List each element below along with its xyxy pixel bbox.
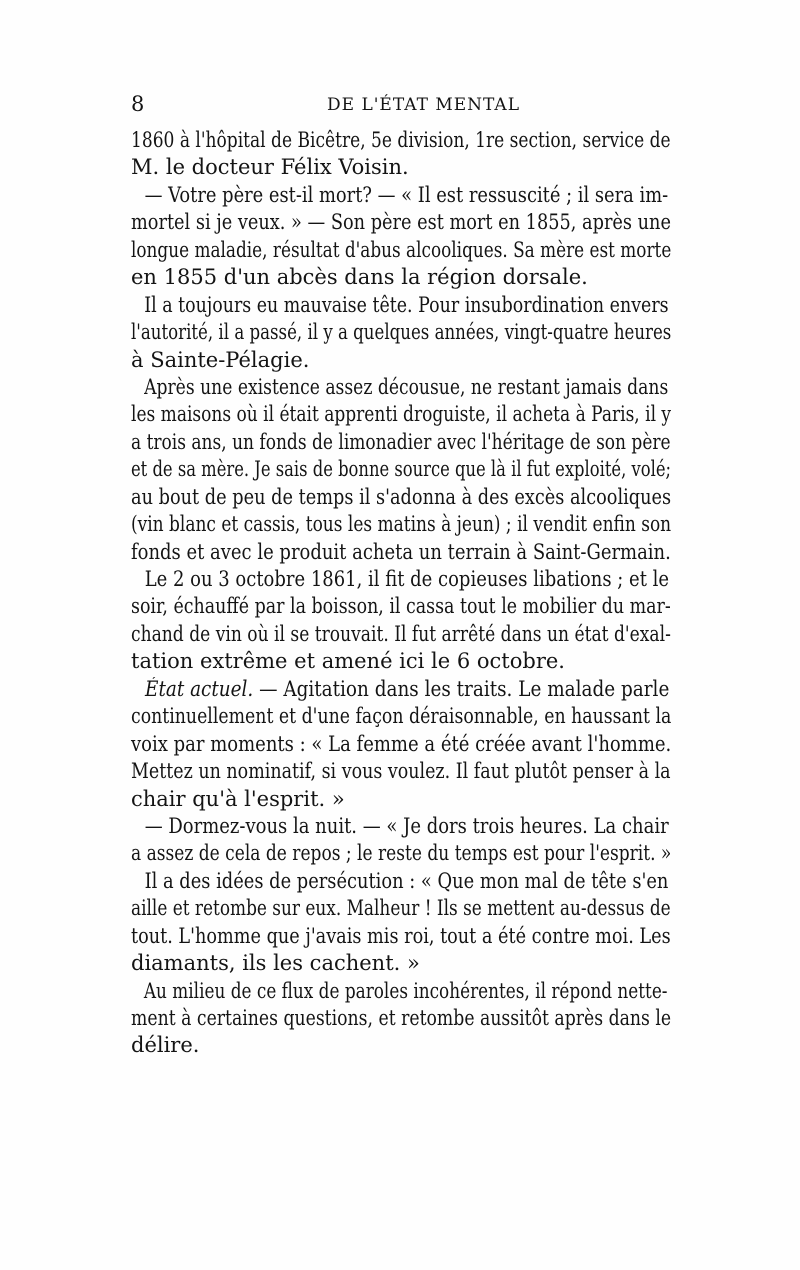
body-text [131,127,671,1060]
text-line [131,813,669,840]
text-line [131,292,669,319]
text-line [131,264,671,291]
running-head: DE L'ÉTAT MENTAL [327,95,520,115]
text-line [131,923,671,950]
text-line [131,703,672,730]
text-line [131,621,671,648]
line-text: longue maladie, résultat d'abus alcooliques. Sa mère est morte [131,237,672,262]
line-text: tation extrême et amené ici le 6 octobre. [131,649,565,674]
text-line [131,731,672,758]
line-text: — Agitation dans les traits. Le malade parle [253,676,670,701]
line-text: continuellement et d'une façon déraisonnable, en haussant la [131,704,672,729]
line-text: voix par moments : « La femme a été créée avant l'homme. [131,731,672,756]
page-header [131,92,671,122]
line-text: mortel si je veux. » — Son père est mort en 1855, après une [131,210,671,235]
line-text: Mettez un nominatif, si vous voulez. Il faut plutôt penser à la [131,759,671,784]
line-text: (vin blanc et cassis, tous les matins à jeun) ; il vendit enfin son [131,512,672,537]
line-text: a assez de cela de repos ; le reste du temps est pour l'esprit. » [131,841,672,866]
line-text: l'autorité, il a passé, il y a quelques années, vingt-quatre heures [131,320,672,345]
line-text: délire. [131,1033,200,1058]
text-line [131,539,671,566]
line-text: les maisons où il était apprenti droguiste, il acheta à Paris, il y [131,402,672,427]
text-line [131,676,670,703]
line-text: et de sa mère. Je sais de bonne source que là il fut exploité, volé; [131,457,672,482]
text-line [131,484,672,511]
line-text: chand de vin où il se trouvait. Il fut arrêté dans un état d'exal- [131,621,671,646]
text-line [131,429,671,456]
text-line [131,648,671,675]
line-text: Il a toujours eu mauvaise tête. Pour insubordination envers [144,292,669,317]
line-text: à Sainte-Pélagie. [131,347,310,372]
text-line [131,319,672,346]
line-text: tout. L'homme que j'avais mis roi, tout a été contre moi. Les [131,923,671,948]
line-text: Après une existence assez décousue, ne restant jamais dans [144,374,669,399]
page-number: 8 [131,92,145,116]
line-text: ment à certaines questions, et retombe aussitôt après dans le [131,1006,672,1030]
section-heading: État actuel. [145,676,254,701]
text-line [131,154,671,181]
line-text: — Dormez-vous la nuit. — « Je dors trois heures. La chair [144,813,669,838]
text-line [131,895,671,922]
line-text: 1860 à l'hôpital de Bicêtre, 5e division, 1re section, service de [131,128,671,152]
text-line [131,182,669,209]
text-line [131,209,671,236]
text-line [131,127,671,154]
text-line [131,978,668,1005]
text-line [131,593,671,620]
text-line [131,347,671,374]
line-text: M. le docteur Félix Voisin. [131,155,409,180]
text-line [131,950,671,977]
line-text: fonds et avec le produit acheta un terrain à Saint-Germain. [131,539,671,564]
text-line [131,456,672,483]
text-line [131,374,669,401]
line-text: Il a des idées de persécution : « Que mon mal de tête s'en [144,868,669,893]
line-text: aille et retombe sur eux. Malheur ! Ils se mettent au-dessus de [131,896,671,921]
text-line [131,840,672,867]
line-text: — Votre père est-il mort? — « Il est ressuscité ; il sera im- [144,182,669,207]
line-text: diamants, ils les cachent. » [131,951,420,976]
text-line [131,566,670,593]
text-line [131,868,669,895]
text-line [131,511,672,538]
text-line [131,786,671,813]
line-text: Le 2 ou 3 octobre 1861, il fit de copieuses libations ; et le [144,567,670,591]
line-text: soir, échauffé par la boisson, il cassa tout le mobilier du mar- [131,594,671,619]
text-line [131,758,671,785]
line-text: en 1855 d'un abcès dans la région dorsale. [131,265,588,290]
text-line [131,1032,671,1059]
text-line [131,401,672,428]
line-text: au bout de peu de temps il s'adonna à des excès alcooliques [131,484,672,509]
line-text: a trois ans, un fonds de limonadier avec l'héritage de son père [131,429,671,454]
line-text: Au milieu de ce flux de paroles incohérentes, il répond nette- [143,978,668,1003]
line-text: chair qu'à l'esprit. » [131,786,345,811]
text-line [131,237,672,264]
text-line [131,1005,672,1032]
